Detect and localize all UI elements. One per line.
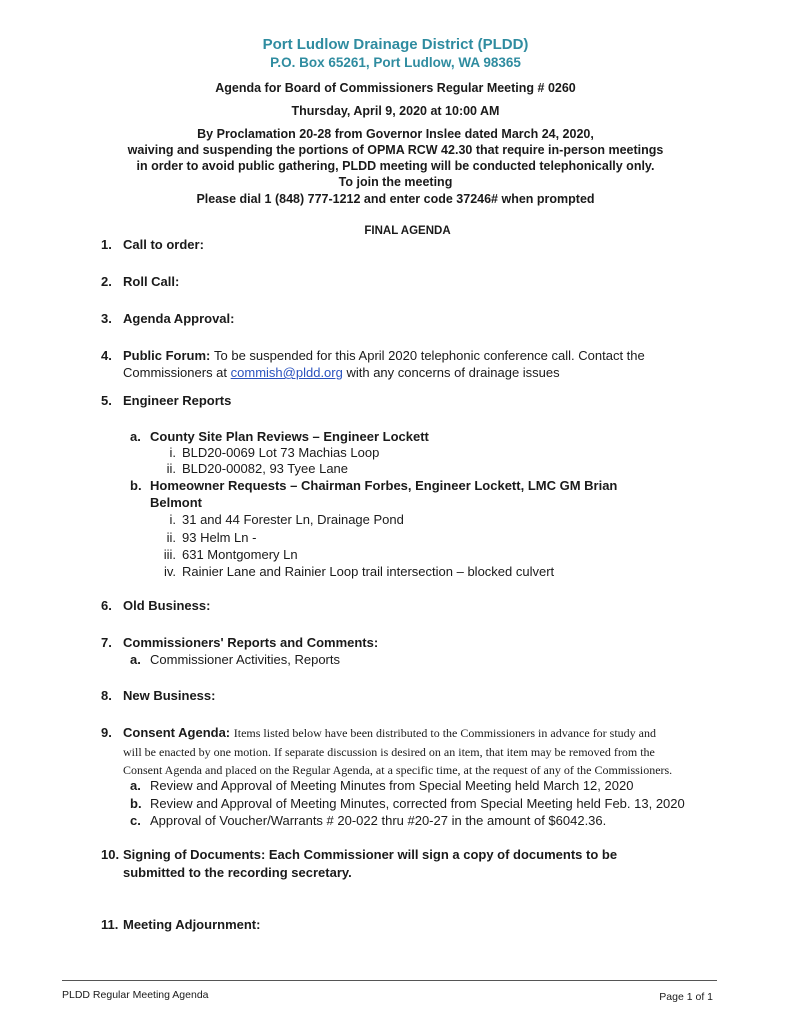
agenda-item-8: 8. New Business: bbox=[101, 688, 216, 703]
agenda-item-10: 10. Signing of Documents: Each Commissioner will sign a copy of documents to be bbox=[101, 847, 618, 862]
agenda-item-2: 2. Roll Call: bbox=[101, 274, 180, 289]
commissioners-a: a. Commissioner Activities, Reports bbox=[130, 652, 340, 667]
agenda-item-3: 3. Agenda Approval: bbox=[101, 311, 235, 326]
agenda-item-7: 7. Commissioners' Reports and Comments: bbox=[101, 635, 379, 650]
org-address: P.O. Box 65261, Port Ludlow, WA 98365 bbox=[270, 55, 521, 70]
agenda-item-5: 5. Engineer Reports bbox=[101, 393, 232, 408]
public-forum-line2: Commissioners at commish@pldd.org with any concerns of drainage issues bbox=[123, 365, 560, 380]
meeting-date: Thursday, April 9, 2020 at 10:00 AM bbox=[291, 104, 500, 118]
engineer-b-i: i. 31 and 44 Forester Ln, Drainage Pond bbox=[169, 512, 404, 527]
page-number: Page 1 of 1 bbox=[659, 991, 713, 1003]
engineer-b: b. Homeowner Requests – Chairman Forbes, Engineer Lockett, LMC GM Brian bbox=[130, 478, 618, 493]
consent-b: b. Review and Approval of Meeting Minutes, corrected from Special Meeting held Feb. 13, 2020 bbox=[130, 796, 685, 811]
engineer-a: a. County Site Plan Reviews – Engineer Lockett bbox=[130, 429, 429, 444]
join-label: To join the meeting bbox=[338, 175, 453, 189]
email-link[interactable]: commish@pldd.org bbox=[230, 365, 343, 380]
agenda-item-9: 9. Consent Agenda: Items listed below have been distributed to the Commissioners in advance for study and bbox=[101, 725, 657, 740]
agenda-item-11: 11. Meeting Adjournment: bbox=[101, 917, 261, 932]
engineer-b-line2: Belmont bbox=[150, 495, 202, 510]
footer-left: PLDD Regular Meeting Agenda bbox=[62, 989, 209, 1001]
agenda-item-10-line2: submitted to the recording secretary. bbox=[123, 865, 352, 880]
engineer-b-iii: iii. 631 Montgomery Ln bbox=[163, 547, 298, 562]
consent-a: a. Review and Approval of Meeting Minutes from Special Meeting held March 12, 2020 bbox=[130, 778, 634, 793]
meeting-title: Agenda for Board of Commissioners Regular Meeting # 0260 bbox=[215, 81, 576, 95]
proclamation-line: in order to avoid public gathering, PLDD meeting will be conducted telephonically only. bbox=[136, 159, 655, 173]
consent-c: c. Approval of Voucher/Warrants # 20-022 thru #20-27 in the amount of $6042.36. bbox=[130, 813, 607, 828]
proclamation-line: waiving and suspending the portions of OPMA RCW 42.30 that require in-person meetings bbox=[127, 143, 664, 157]
engineer-a-ii: ii. BLD20-00082, 93 Tyee Lane bbox=[166, 461, 349, 476]
consent-intro-line: Consent Agenda and placed on the Regular Agenda, at a specific time, at the request of any of the Commissioners. bbox=[123, 763, 673, 777]
dial-instructions: Please dial 1 (848) 777-1212 and enter code 37246# when prompted bbox=[196, 192, 595, 206]
agenda-item-1: 1. Call to order: bbox=[101, 237, 204, 252]
engineer-b-iv: iv. Rainier Lane and Rainier Loop trail intersection – blocked culvert bbox=[163, 564, 555, 579]
org-title: Port Ludlow Drainage District (PLDD) bbox=[262, 36, 529, 53]
consent-intro-line: will be enacted by one motion. If separate discussion is desired on an item, that item may be removed from the bbox=[123, 745, 655, 759]
footer-divider bbox=[62, 980, 717, 981]
proclamation-line: By Proclamation 20-28 from Governor Inslee dated March 24, 2020, bbox=[197, 127, 594, 141]
agenda-item-6: 6. Old Business: bbox=[101, 598, 211, 613]
engineer-b-ii: ii. 93 Helm Ln - bbox=[166, 530, 257, 545]
final-agenda-heading: FINAL AGENDA bbox=[364, 225, 451, 237]
engineer-a-i: i. BLD20-0069 Lot 73 Machias Loop bbox=[169, 445, 380, 460]
agenda-item-4: 4. Public Forum: To be suspended for this April 2020 telephonic conference call. Contact the bbox=[101, 348, 645, 363]
